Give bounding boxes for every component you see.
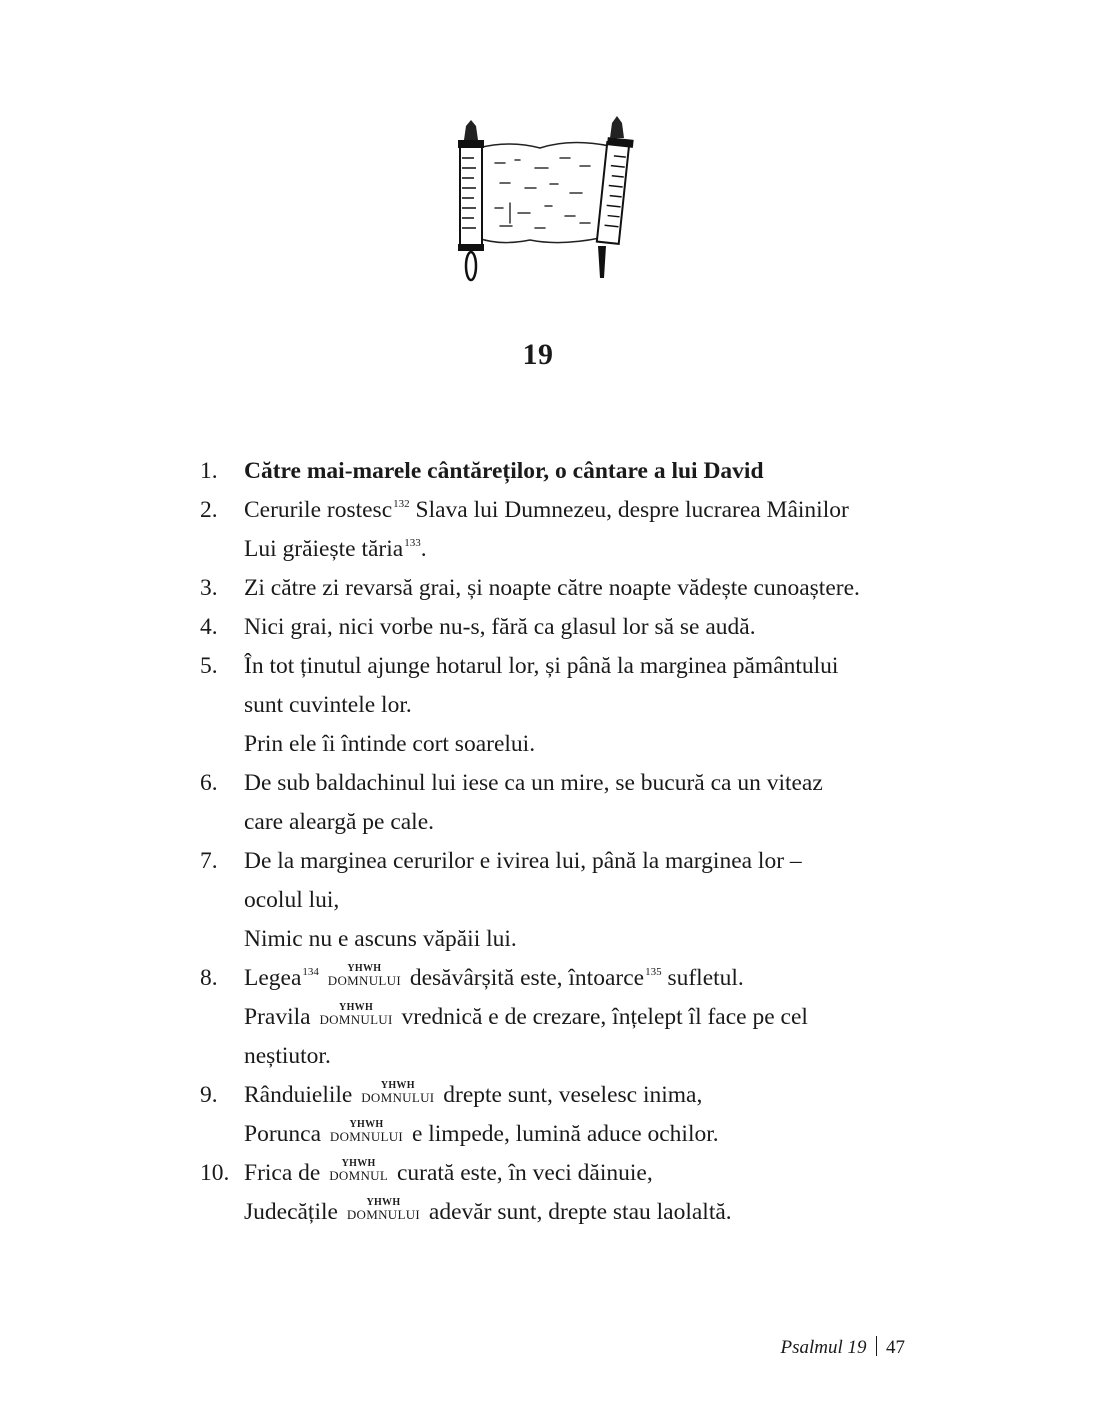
tetragrammaton-label: YHWH: [339, 1002, 374, 1013]
verse-text: [244, 1193, 732, 1234]
text-run: neștiutor.: [244, 1043, 331, 1069]
footnote-marker[interactable]: 134: [302, 966, 319, 978]
text-run: desăvârșită este, întoarce: [403, 965, 645, 991]
text-run: Legea: [244, 965, 302, 991]
text-run: Rânduielile: [244, 1082, 359, 1108]
verse-continuation-line: [200, 998, 920, 1037]
text-run: Către mai-marele cântăreților, o cântare a lui David: [244, 458, 764, 484]
text-run: De sub baldachinul lui iese ca un mire, se bucură ca un viteaz: [244, 770, 823, 796]
verse-text: [244, 491, 849, 534]
footer-divider: [876, 1336, 878, 1356]
text-run: vrednică e de crezare, înțelept îl face pe cel: [395, 1004, 808, 1030]
verse-line: [200, 452, 920, 491]
tetragrammaton-label: YHWH: [366, 1197, 401, 1208]
running-title: Psalmul 19: [780, 1337, 867, 1358]
verse-line: [200, 569, 920, 608]
text-run: Zi către zi revarsă grai, și noapte către noapte vădește cunoaștere.: [244, 575, 860, 601]
verse-number: 3.: [200, 575, 218, 601]
verse-text: [244, 1115, 719, 1156]
text-run: De la marginea cerurilor e ivirea lui, până la marginea lor –: [244, 848, 802, 874]
text-run: Porunca: [244, 1121, 327, 1147]
tetragrammaton-label: YHWH: [341, 1158, 376, 1169]
text-run: drepte sunt, veselesc inima,: [437, 1082, 703, 1108]
torah-scroll-icon: [440, 108, 650, 283]
verse-number: 8.: [200, 965, 218, 991]
divine-name-word: DOMNULUI: [346, 1207, 421, 1222]
text-run: care aleargă pe cale.: [244, 809, 435, 835]
verse-continuation-line: [200, 725, 920, 764]
verse-continuation-line: [200, 881, 920, 920]
divine-name-word: DOMNULUI: [327, 973, 401, 988]
text-run: Nimic nu e ascuns văpăii lui.: [244, 926, 517, 952]
verse-text: [244, 1037, 331, 1076]
text-run: sunt cuvintele lor.: [244, 692, 412, 718]
text-run: .: [420, 536, 427, 562]
verse-text: [244, 998, 808, 1039]
page-number: 47: [886, 1337, 905, 1358]
verse-number: 5.: [200, 653, 218, 679]
text-run: ocolul lui,: [244, 887, 340, 913]
verse-line: [200, 764, 920, 803]
verse-continuation-line: [200, 1115, 920, 1154]
divine-name-word: DOMNULUI: [361, 1090, 435, 1105]
chapter-number: 19: [522, 338, 554, 371]
verse-text: [244, 569, 860, 608]
text-run: Slava lui Dumnezeu, despre lucrarea Mâinilor: [409, 497, 849, 523]
verse-text: [244, 452, 764, 491]
verse-line: [200, 842, 920, 881]
footnote-marker[interactable]: 135: [645, 966, 662, 978]
verse-text: [244, 842, 802, 881]
text-run: Pravila: [244, 1004, 317, 1030]
tetragrammaton-label: YHWH: [380, 1080, 415, 1091]
verse-continuation-line: [200, 530, 920, 569]
footnote-marker[interactable]: 132: [393, 498, 410, 510]
text-run: Judecățile: [244, 1199, 344, 1225]
text-run: e limpede, lumină aduce ochilor.: [406, 1121, 719, 1147]
verse-list: [200, 452, 920, 1232]
text-run: adevăr sunt, drepte stau laolaltă.: [423, 1199, 732, 1225]
verse-number: 1.: [200, 458, 218, 484]
verse-number: 7.: [200, 848, 218, 874]
verse-text: [244, 764, 823, 803]
verse-text: [244, 881, 339, 920]
footnote-marker[interactable]: 133: [404, 537, 421, 549]
verse-line: [200, 647, 920, 686]
verse-number: 2.: [200, 497, 218, 523]
verse-text: [244, 725, 535, 764]
verse-number: 9.: [200, 1082, 218, 1108]
verse-text: [244, 1076, 702, 1117]
verse-line: [200, 491, 920, 530]
verse-text: [244, 530, 427, 573]
text-run: Frica de: [244, 1160, 327, 1186]
verse-line: [200, 959, 920, 998]
verse-number: 4.: [200, 614, 218, 640]
divine-name-word: DOMNUL: [329, 1168, 389, 1183]
text-run: Lui grăiește tăria: [244, 536, 404, 562]
text-run: Prin ele îi întinde cort soarelui.: [244, 731, 536, 757]
verse-line: [200, 608, 920, 647]
verse-line: [200, 1076, 920, 1115]
verse-text: [244, 803, 434, 842]
divine-name-word: DOMNULUI: [329, 1129, 404, 1144]
tetragrammaton-label: YHWH: [349, 1119, 384, 1130]
page-footer: [740, 1336, 905, 1359]
tetragrammaton-label: YHWH: [347, 963, 382, 974]
verse-continuation-line: [200, 920, 920, 959]
text-run: Cerurile rostesc: [244, 497, 393, 523]
verse-text: [244, 608, 756, 647]
divine-name: [347, 1195, 420, 1234]
verse-number: 6.: [200, 770, 218, 796]
verse-line: [200, 1154, 920, 1193]
divine-name-word: DOMNULUI: [319, 1012, 393, 1027]
verse-continuation-line: [200, 803, 920, 842]
divine-name: [319, 1000, 392, 1039]
text-run: curată este, în veci dăinuie,: [391, 1160, 653, 1186]
text-run: În tot ținutul ajunge hotarul lor, și până la marginea pământului: [244, 653, 839, 679]
verse-text: [244, 686, 412, 725]
verse-text: [244, 1154, 653, 1195]
verse-continuation-line: [200, 686, 920, 725]
text-run: sufletul.: [661, 965, 744, 991]
verse-text: [244, 647, 838, 686]
text-run: Nici grai, nici vorbe nu-s, fără ca glasul lor să se audă.: [244, 614, 756, 640]
verse-continuation-line: [200, 1037, 920, 1076]
verse-continuation-line: [200, 1193, 920, 1232]
verse-number: 10.: [200, 1160, 230, 1186]
